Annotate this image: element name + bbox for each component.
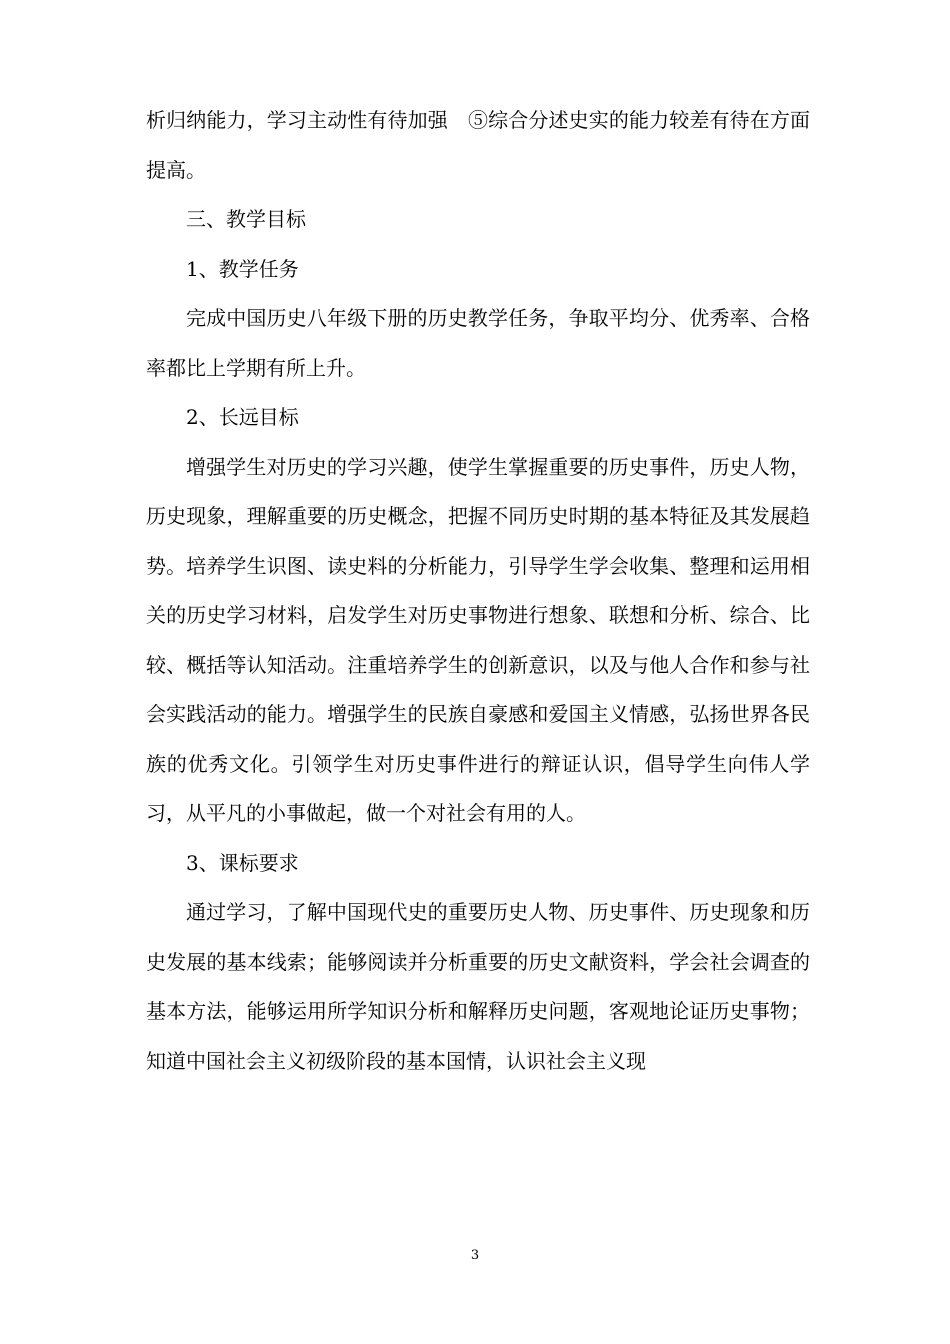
paragraph-curriculum-requirements: 通过学习，了解中国现代史的重要历史人物、历史事件、历史现象和历史发展的基本线索；能够阅读并分析重要的历史文献资料，学会社会调查的基本方法，能够运用所学知识分析和解释历史问题，客观地论证历史事物；知道中国社会主义初级阶段的基本国情，认识社会主义现 [146,900,810,1073]
page-number: 3 [470,1248,480,1263]
paragraph-continuation: 析归纳能力，学习主动性有待加强 ⑤综合分述史实的能力较差有待在方面提高。 [146,108,810,182]
paragraph-teaching-tasks: 完成中国历史八年级下册的历史教学任务，争取平均分、优秀率、合格率都比上学期有所上升。 [146,306,810,380]
subheading-curriculum-requirements: 3、课标要求 [186,850,299,875]
subheading-long-term-goals: 2、长远目标 [186,405,299,429]
body-text [146,96,810,1086]
paragraph-long-term-goals: 增强学生对历史的学习兴趣，使学生掌握重要的历史事件，历史人物，历史现象，理解重要的历史概念，把握不同历史时期的基本特征及其发展趋势。培养学生识图、读史料的分析能力，引导学生学会收集、整理和运用相关的历史学习材料，启发学生对历史事物进行想象、联想和分析、综合、比较、概括等认知活动。注重培养学生的创新意识，以及与他人合作和参与社会实践活动的能力。增强学生的民族自豪感和爱国主义情感，弘扬世界各民族的优秀文化。引领学生对历史事件进行的辩证认识，倡导学生向伟人学习，从平凡的小事做起，做一个对社会有用的人。 [146,454,810,825]
heading-teaching-goals: 三、教学目标 [186,207,306,231]
subheading-teaching-tasks: 1、教学任务 [186,256,299,281]
